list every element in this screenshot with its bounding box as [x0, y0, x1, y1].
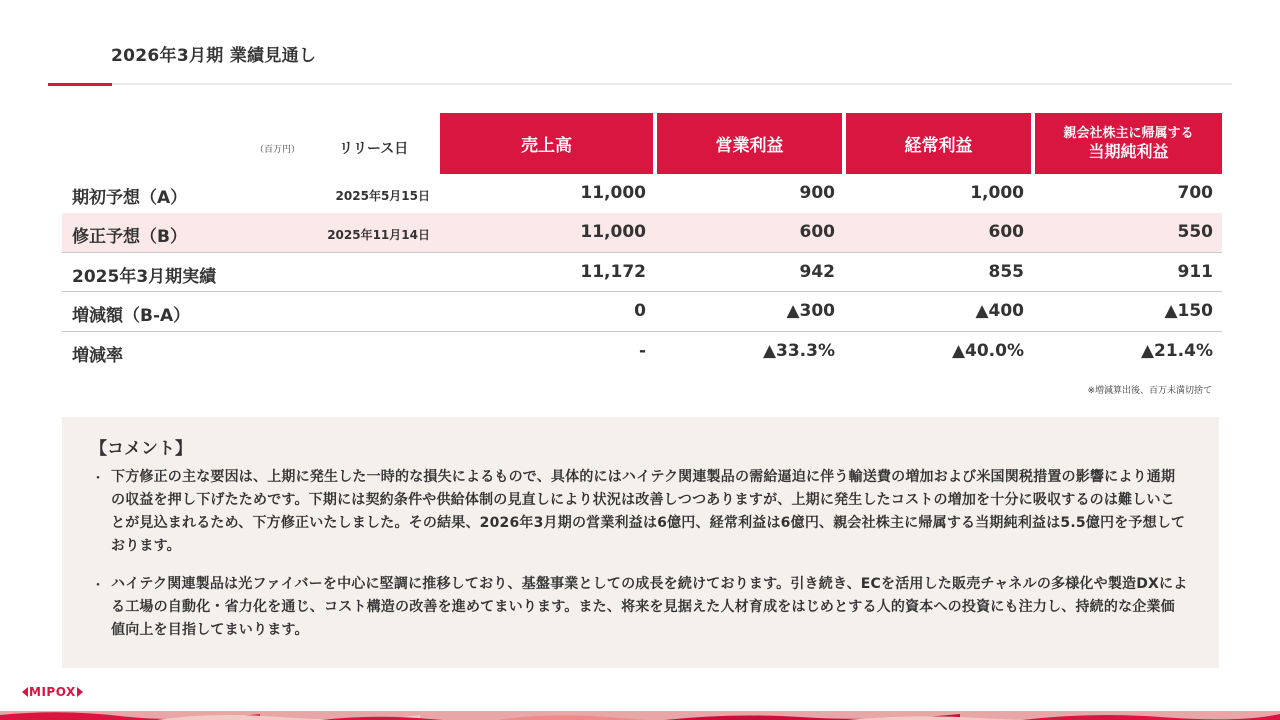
footer-wave-graphic: [0, 711, 1280, 720]
column-header-sales-label: 売上高: [521, 136, 572, 156]
column-header-sales: [440, 113, 653, 174]
title-accent-bar: [48, 83, 112, 86]
page-title: 2026年3月期 業績見通し: [111, 46, 317, 66]
comment-box: [62, 417, 1219, 668]
cell-ordinary-profit: 855: [988, 262, 1024, 282]
title-divider: [48, 83, 1232, 85]
cell-net-income: 700: [1177, 183, 1213, 203]
row-label: 増減額（B-A）: [72, 306, 191, 326]
cell-sales: 11,000: [580, 183, 646, 203]
comment-paragraph: ハイテク関連製品は光ファイバーを中心に堅調に推移しており、基盤事業としての成長を続けております。引き続き、ECを活用した販売チャネルの多様化や製造DXによる工場の自動化・省力化を通じ、コスト構造の改善を進めてまいります。また、将来を見据えた人材育成をはじめとする人的資本への投資にも注力し、持続的な企業価値向上を目指してまいります。: [111, 576, 1188, 638]
company-logo: [22, 684, 83, 700]
cell-net-income: ▲21.4%: [1140, 341, 1213, 361]
cell-ordinary-profit: ▲400: [975, 301, 1024, 321]
row-label: 修正予想（B）: [72, 227, 187, 247]
cell-sales: 11,000: [580, 222, 646, 242]
column-header-operating-profit-label: 営業利益: [715, 136, 784, 156]
logo-left-arrow: [22, 687, 28, 697]
cell-operating-profit: 942: [799, 262, 835, 282]
row-release-date: 2025年5月15日: [335, 189, 430, 203]
column-header-ordinary-profit: [846, 113, 1031, 174]
logo-right-arrow: [77, 687, 83, 697]
footnote: ※増減算出後、百万未満切捨て: [1087, 386, 1212, 396]
table-row-highlighted: [62, 213, 1222, 253]
footer-decorative-band: [0, 708, 1280, 720]
row-label: 期初予想（A）: [72, 188, 188, 208]
cell-ordinary-profit: ▲40.0%: [951, 341, 1024, 361]
column-header-net-income: [1035, 113, 1222, 174]
row-label: 増減率: [72, 346, 123, 366]
cell-sales: 0: [634, 301, 646, 321]
logo-text: MIPOX: [29, 685, 76, 699]
cell-operating-profit: ▲33.3%: [762, 341, 835, 361]
comment-paragraph: 下方修正の主な要因は、上期に発生した一時的な損失によるもので、具体的にはハイテク関連製品の需給逼迫に伴う輸送費の増加および米国関税措置の影響により通期の収益を押し下げたためです。下期には契約条件や供給体制の見直しにより状況は改善しつつありますが、上期に発生したコストの増加を十分に吸収するのは難しいことが見込まれるため、下方修正いたしました。その結果、2026年3月期の営業利益は6億円、経常利益は6億円、親会社株主に帰属する当期純利益は5.5億円を予想しております。: [111, 469, 1186, 554]
table-row: [62, 332, 1222, 372]
release-date-header: リリース日: [339, 141, 409, 157]
cell-operating-profit: ▲300: [786, 301, 835, 321]
table-row: [62, 292, 1222, 332]
table-row: [62, 174, 1222, 214]
cell-sales: -: [638, 341, 646, 361]
cell-operating-profit: 900: [799, 183, 835, 203]
cell-ordinary-profit: 600: [988, 222, 1024, 242]
cell-operating-profit: 600: [799, 222, 835, 242]
bullet-marker: ・: [91, 578, 105, 594]
cell-sales: 11,172: [580, 262, 646, 282]
cell-net-income: 550: [1177, 222, 1213, 242]
table-row: [62, 253, 1222, 293]
unit-note: （百万円）: [255, 145, 301, 155]
row-label: 2025年3月期実績: [72, 267, 217, 287]
column-header-operating-profit: [657, 113, 842, 174]
cell-net-income: 911: [1177, 262, 1213, 282]
column-header-net-income-main: 当期純利益: [1088, 142, 1169, 161]
column-header-net-income-sub: 親会社株主に帰属する: [1063, 126, 1194, 141]
bullet-marker: ・: [91, 471, 105, 487]
cell-ordinary-profit: 1,000: [970, 183, 1024, 203]
comment-title: 【コメント】: [90, 439, 192, 459]
cell-net-income: ▲150: [1164, 301, 1213, 321]
column-header-ordinary-profit-label: 経常利益: [904, 136, 973, 156]
row-release-date: 2025年11月14日: [327, 228, 430, 242]
